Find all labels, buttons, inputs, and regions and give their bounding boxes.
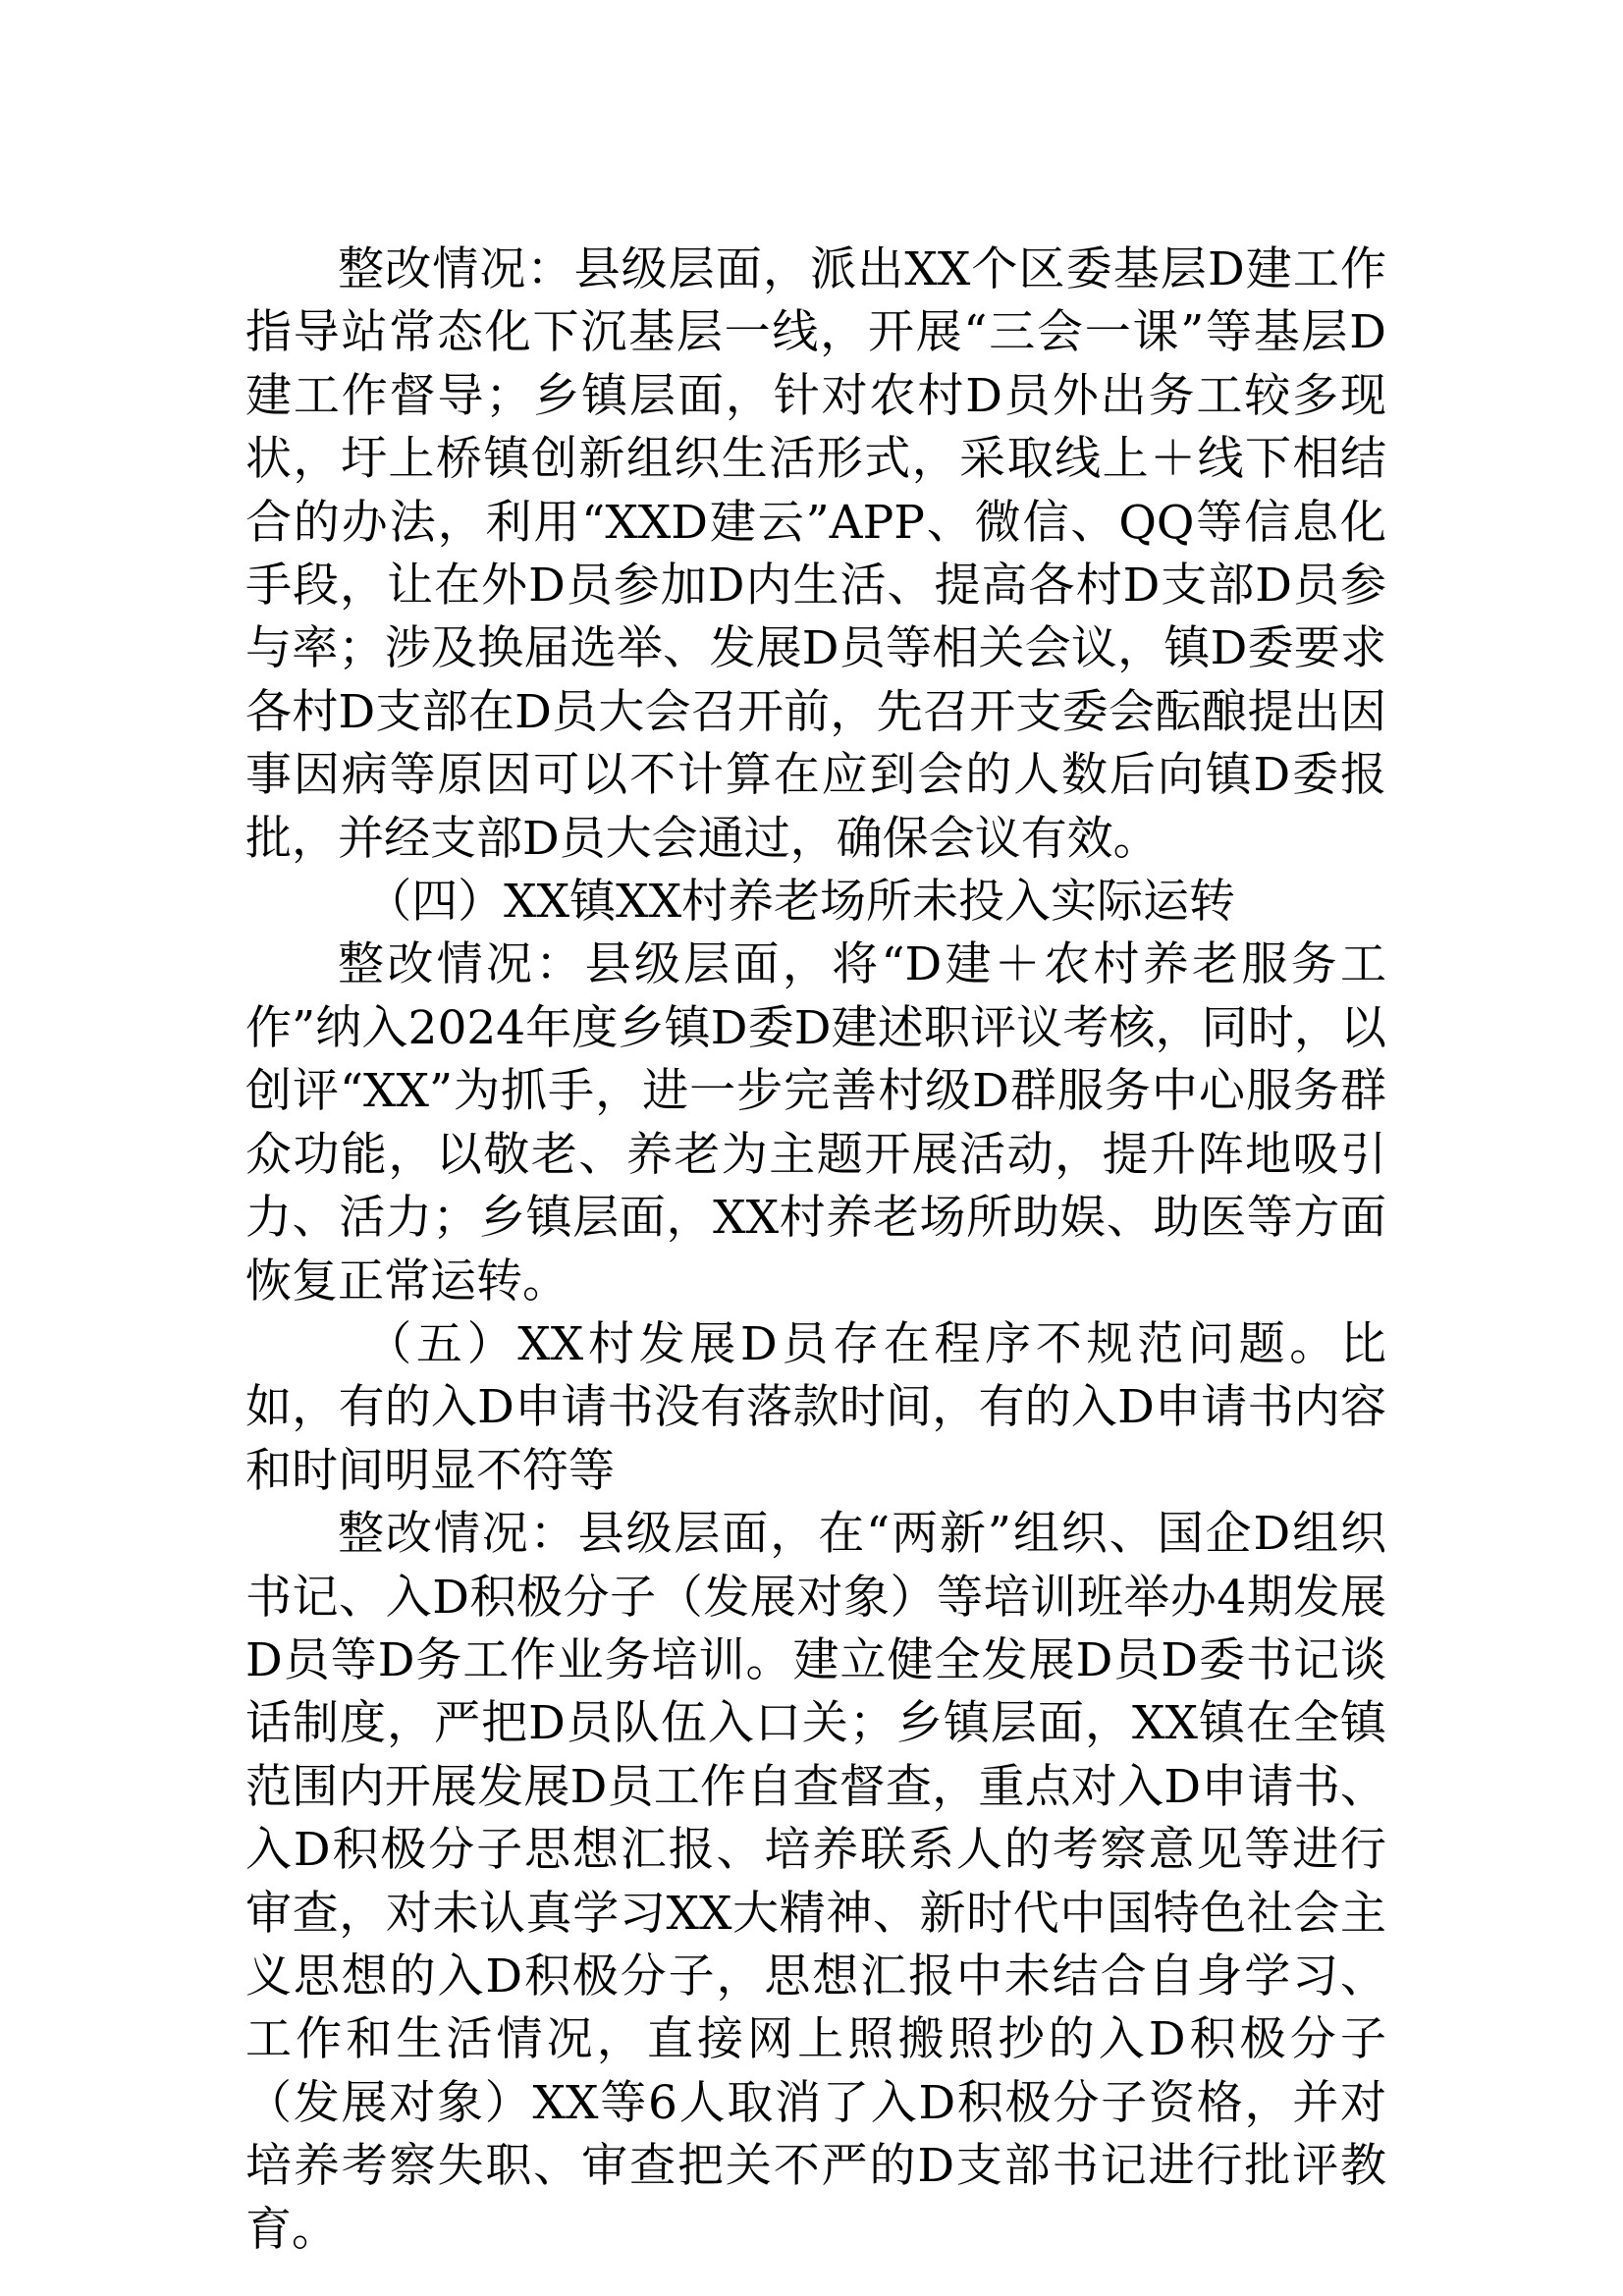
section-heading-five: （五）XX村发展D员存在程序不规范问题。比如，有的入D申请书没有落款时间，有的入D申请书内容和时间明显不符等 bbox=[245, 1316, 1386, 1498]
paragraph-rectification-grassroots-supervision: 整改情况：县级层面，派出XX个区委基层D建工作指导站常态化下沉基层一线，开展“三会一课”等基层D建工作督导；乡镇层面，针对农村D员外出务工较多现状，圩上桥镇创新组织生活形式，采取线上＋线下相结合的办法，利用“XXD建云”APP、微信、QQ等信息化手段，让在外D员参加D内生活、提高各村D支部D员参与率；涉及换届选举、发展D员等相关会议，镇D委要求各村D支部在D员大会召开前，先召开支委会酝酿提出因事因病等原因可以不计算在应到会的人数后向镇D委报批，并经支部D员大会通过，确保会议有效。 bbox=[245, 242, 1386, 866]
paragraph-rectification-elderly-care: 整改情况：县级层面，将“D建＋农村养老服务工作”纳入2024年度乡镇D委D建述职评议考核，同时，以创评“XX”为抓手，进一步完善村级D群服务中心服务群众功能，以敬老、养老为主题开展活动，提升阵地吸引力、活力；乡镇层面，XX村养老场所助娱、助医等方面恢复正常运转。 bbox=[245, 937, 1386, 1308]
section-heading-four: （四）XX镇XX村养老场所未投入实际运转 bbox=[365, 875, 1236, 930]
document-body bbox=[245, 239, 1386, 2262]
paragraph-rectification-member-development: 整改情况：县级层面，在“两新”组织、国企D组织书记、入D积极分子（发展对象）等培训班举办4期发展D员等D务工作业务培训。建立健全发展D员D委书记谈话制度，严把D员队伍入口关；乡镇层面，XX镇在全镇范围内开展发展D员工作自查督查，重点对入D申请书、入D积极分子思想汇报、培养联系人的考察意见等进行审查，对未认真学习XX大精神、新时代中国特色社会主义思想的入D积极分子，思想汇报中未结合自身学习、工作和生活情况，直接网上照搬照抄的入D积极分子（发展对象）XX等6人取消了入D积极分子资格，并对培养考察失职、审查把关不严的D支部书记进行批评教育。 bbox=[245, 1507, 1386, 2257]
